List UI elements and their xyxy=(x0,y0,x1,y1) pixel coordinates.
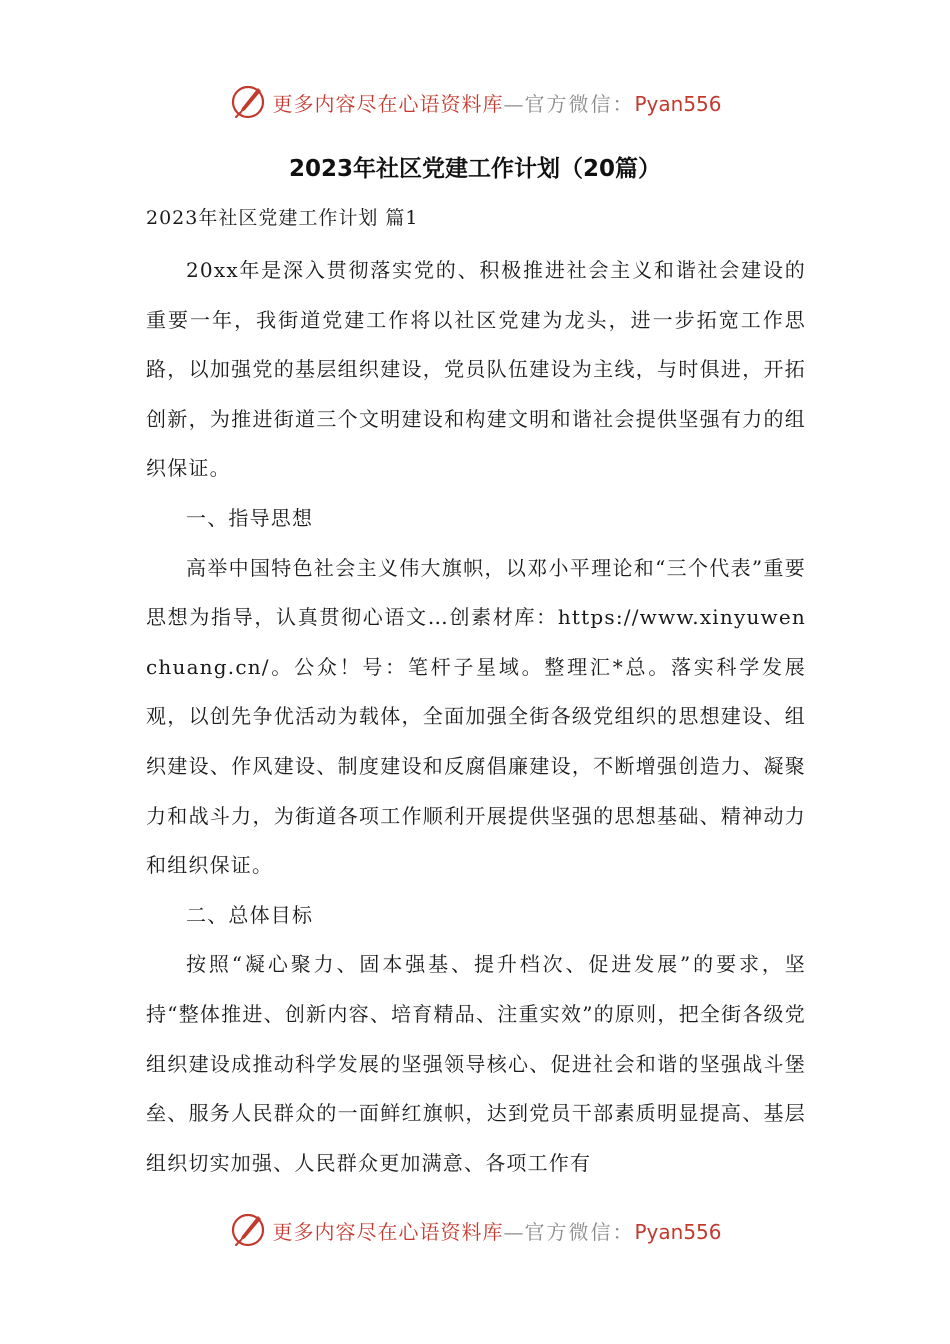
banner-wechat-label: 官方微信： xyxy=(524,91,635,116)
banner-wechat-id: Pyan556 xyxy=(634,91,722,116)
banner-promo-text: 更多内容尽在心语资料库 xyxy=(272,91,504,116)
document-body xyxy=(146,246,806,1188)
quill-logo-icon xyxy=(228,1210,268,1250)
banner-text xyxy=(272,1216,721,1245)
paragraph-intro: 20xx年是深入贯彻落实党的、积极推进社会主义和谐社会建设的重要一年，我街道党建工作将以社区党建为龙头，进一步拓宽工作思路，以加强党的基层组织建设，党员队伍建设为主线，与时俱进，开拓创新，为推进街道三个文明建设和构建文明和谐社会提供坚强有力的组织保证。 xyxy=(146,258,806,481)
banner-dash: — xyxy=(503,1219,525,1244)
document-title: 2023年社区党建工作计划（20篇） xyxy=(288,156,662,182)
paragraph-guiding-ideology: 高举中国特色社会主义伟大旗帜，以邓小平理论和“三个代表”重要思想为指导，认真贯彻心语文…创素材库：https://www.xinyuwenchuang.cn/。公众！号：笔杆子星域。整理汇*总。落实科学发展观，以创先争优活动为载体，全面加强全街各级党组织的思想建设、组织建设、作风建设、制度建设和反腐倡廉建设，不断增强创造力、凝聚力和战斗力，为街道各项工作顺利开展提供坚强的思想基础、精神动力和组织保证。 xyxy=(146,555,806,878)
banner-wechat-id: Pyan556 xyxy=(634,1219,722,1244)
section-heading-overall-goal: 二、总体目标 xyxy=(186,902,314,927)
banner-wechat-label: 官方微信： xyxy=(524,1219,635,1244)
banner-dash: — xyxy=(503,91,525,116)
section-heading-guiding-ideology: 一、指导思想 xyxy=(186,505,314,530)
banner-text xyxy=(272,88,721,117)
paragraph-overall-goal: 按照“凝心聚力、固本强基、提升档次、促进发展”的要求，坚持“整体推进、创新内容、培育精品、注重实效”的原则，把全街各级党组织建设成推动科学发展的坚强领导核心、促进社会和谐的坚强战斗堡垒、服务人民群众的一面鲜红旗帜，达到党员干部素质明显提高、基层组织切实加强、人民群众更加满意、各项工作有 xyxy=(146,952,806,1175)
article-heading: 2023年社区党建工作计划 篇1 xyxy=(146,207,419,229)
footer-banner xyxy=(0,1208,950,1252)
quill-logo-icon xyxy=(228,82,268,122)
header-banner xyxy=(0,80,950,124)
banner-promo-text: 更多内容尽在心语资料库 xyxy=(272,1219,504,1244)
